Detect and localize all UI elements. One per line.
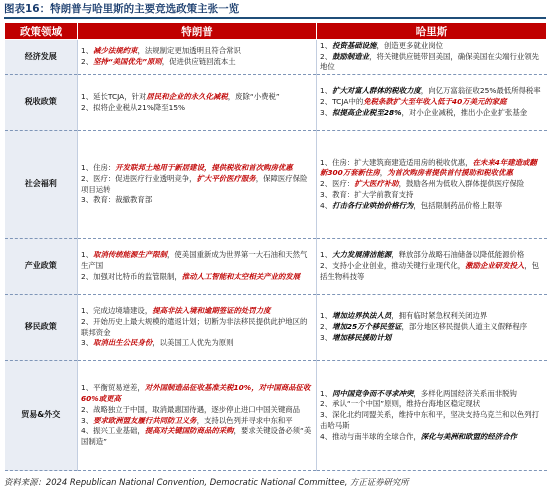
trump-policy-cell bbox=[78, 239, 317, 295]
harris-policy-item bbox=[320, 250, 544, 261]
trump-policy-cell bbox=[78, 361, 317, 471]
policy-category-cell: 产业政策 bbox=[5, 239, 78, 295]
policy-text: 2、承认“一个中国”原则，维持台海地区稳定现状 bbox=[320, 399, 481, 409]
trump-policy-item bbox=[81, 383, 313, 404]
harris-policy-item bbox=[320, 322, 544, 333]
policy-text: 1、 bbox=[320, 86, 333, 96]
table-row bbox=[5, 131, 547, 239]
highlighted-text: 取消出生公民身份 bbox=[93, 338, 153, 348]
table-row bbox=[5, 295, 547, 361]
trump-policy-item bbox=[81, 426, 313, 447]
policy-text: 2、支持小企业创业，推动关键行业现代化， bbox=[320, 261, 466, 271]
policy-text: 2、 bbox=[320, 322, 333, 332]
trump-policy-cell bbox=[78, 131, 317, 239]
policy-text: 1、住房：扩大建筑商建造适用房的税收优惠， bbox=[320, 157, 473, 167]
harris-policy-cell bbox=[317, 131, 547, 239]
policy-text: ，拥有临时紧急权利关闭边界 bbox=[391, 311, 488, 321]
policy-text: 1、 bbox=[320, 311, 333, 321]
policy-category-cell: 社会福利 bbox=[5, 131, 78, 239]
harris-policy-item bbox=[320, 52, 544, 73]
highlighted-text: 提高对关键国防商品的采购 bbox=[144, 426, 234, 436]
policy-text: 3、深化北约同盟关系，维持中东和平，坚决支持乌克兰和以色列打击哈马斯 bbox=[320, 410, 540, 430]
policy-comparison-table bbox=[4, 22, 547, 471]
harris-policy-item bbox=[320, 333, 544, 344]
policy-text: 3、 bbox=[81, 415, 94, 425]
policy-text: 1、平衡贸易逆差， bbox=[81, 383, 145, 393]
highlighted-text: 投资基础设施 bbox=[332, 40, 377, 50]
table-row bbox=[5, 40, 547, 75]
policy-text: ，废除“小费税” bbox=[227, 91, 280, 101]
highlighted-text: 增加移民援助计划 bbox=[332, 332, 392, 342]
policy-text: ，法规制定更加透明且符合常识 bbox=[137, 46, 241, 56]
harris-policy-cell bbox=[317, 361, 547, 471]
highlighted-text: 在未来4年建造或翻新300万套新住房 bbox=[320, 157, 537, 178]
trump-policy-item bbox=[81, 163, 313, 174]
highlighted-text: 对外国制造品征收基准关税10%，对中国商品征收60%或更高 bbox=[81, 383, 311, 404]
policy-text: 1、 bbox=[81, 46, 94, 56]
trump-policy-item bbox=[81, 195, 313, 206]
highlighted-text: 扩大对富人群体的税收力度 bbox=[332, 86, 421, 96]
policy-text: 2、开始历史上最大规模的遣返计划；切断为非法移民提供此护地区的联邦资金 bbox=[81, 316, 308, 337]
highlighted-text: 扩大医疗补助 bbox=[354, 179, 399, 189]
policy-text: 2、战略独立于中国，取消最惠国待遇，逐步停止进口中国关键商品 bbox=[81, 404, 301, 414]
policy-text: 2、TCJA中的 bbox=[320, 97, 364, 107]
harris-policy-item bbox=[320, 190, 544, 201]
highlighted-text: 拟提高企业税至28% bbox=[332, 107, 402, 117]
trump-policy-item bbox=[81, 272, 313, 283]
policy-text: ，包括限制药品价格上限等 bbox=[413, 200, 503, 210]
trump-policy-item bbox=[81, 317, 313, 338]
harris-policy-item bbox=[320, 389, 544, 400]
harris-policy-cell bbox=[317, 239, 547, 295]
policy-text: 1、 bbox=[320, 40, 333, 50]
header-trump: 特朗普 bbox=[78, 23, 317, 40]
table-row bbox=[5, 239, 547, 295]
trump-policy-item bbox=[81, 338, 313, 349]
policy-text: 4、振兴工业基础， bbox=[81, 426, 145, 436]
policy-text: 1、住房： bbox=[81, 163, 116, 173]
highlighted-text: 为首次购房者提供首付援助和税收优惠 bbox=[387, 168, 513, 178]
trump-policy-cell bbox=[78, 40, 317, 75]
policy-text: 1、完成边境墙建设， bbox=[81, 306, 153, 316]
trump-policy-item bbox=[81, 57, 313, 68]
trump-policy-item bbox=[81, 46, 313, 57]
harris-policy-cell bbox=[317, 75, 547, 131]
harris-policy-item bbox=[320, 410, 544, 431]
highlighted-text: 减少法规约束 bbox=[93, 46, 138, 56]
harris-policy-item bbox=[320, 41, 544, 52]
harris-policy-item bbox=[320, 432, 544, 443]
policy-text: ，部分地区移民提供人道主义假释程序 bbox=[401, 322, 528, 332]
highlighted-text: 增加25万个移民签证 bbox=[332, 322, 402, 332]
trump-policy-item bbox=[81, 306, 313, 317]
trump-policy-item bbox=[81, 92, 313, 103]
policy-text: 2、加强对比特币的监管限制， bbox=[81, 271, 182, 281]
trump-policy-cell bbox=[78, 295, 317, 361]
policy-text: ，对小企业减税，推出小企业扩张基金 bbox=[401, 107, 528, 117]
table-header-row bbox=[5, 23, 547, 40]
highlighted-text: 要求欧洲盟友履行共同防卫义务 bbox=[93, 415, 197, 425]
policy-text: 2、 bbox=[320, 51, 333, 61]
policy-text: 3、 bbox=[81, 338, 94, 348]
highlighted-text: 提高非法入境和逾期签证的处罚力度 bbox=[152, 306, 271, 316]
policy-text: ，促进供应链回流本土 bbox=[161, 57, 236, 66]
harris-policy-item bbox=[320, 86, 544, 97]
policy-text: 3、教育：裁撤教育部 bbox=[81, 195, 153, 205]
policy-text: ，以美国工人优先为原则 bbox=[152, 338, 234, 348]
source-footer: 资料来源：2024 Republican National Convention, Democratic National Committee, 方正证券研究所 bbox=[4, 477, 409, 487]
harris-policy-item bbox=[320, 179, 544, 190]
highlighted-text: 同中国竞争而不寻求冲突 bbox=[332, 388, 414, 398]
policy-text: 4、 bbox=[320, 200, 333, 210]
trump-policy-cell bbox=[78, 75, 317, 131]
policy-text: ，释放部分战略石油储备以降低能源价格 bbox=[391, 250, 525, 260]
highlighted-text: 大力发展清洁能源 bbox=[332, 250, 392, 260]
policy-category-cell: 经济发展 bbox=[5, 40, 78, 75]
harris-policy-cell bbox=[317, 295, 547, 361]
policy-text: 4、推动与南半球的全球合作， bbox=[320, 431, 421, 441]
harris-policy-item bbox=[320, 201, 544, 212]
highlighted-text: 取消传统能源生产限制 bbox=[93, 250, 168, 260]
highlighted-text: 打击各行业哄抬价格行为 bbox=[332, 200, 414, 210]
policy-text: ，要求关键设备必须“美国制造” bbox=[81, 426, 312, 446]
policy-text: ，将关键供应链带回美国，确保美国在尖端行业领先地位 bbox=[320, 51, 540, 72]
policy-category-cell: 税收政策 bbox=[5, 75, 78, 131]
chart-title: 图表16：特朗普与哈里斯的主要竞选政策主张一览 bbox=[4, 3, 240, 15]
header-harris: 哈里斯 bbox=[317, 23, 547, 40]
policy-text: 2、医疗： bbox=[320, 179, 355, 189]
harris-policy-item bbox=[320, 399, 544, 410]
policy-text: ，鼓励各州为低收入群体提供医疗保险 bbox=[398, 179, 525, 189]
policy-text: ，保障医疗保险项目运转 bbox=[81, 173, 308, 194]
harris-policy-item bbox=[320, 158, 544, 179]
policy-text: 1、延长TCJA，针对 bbox=[81, 91, 147, 101]
policy-text: 3、 bbox=[320, 107, 333, 117]
policy-text: ，创造更多就业岗位 bbox=[376, 40, 443, 50]
policy-text: 1、 bbox=[81, 250, 94, 260]
highlighted-text: 增加边界执法人员 bbox=[332, 311, 392, 321]
table-row bbox=[5, 361, 547, 471]
trump-policy-item bbox=[81, 103, 313, 114]
policy-text: ，向亿万富翁征收25%最低所得税率 bbox=[420, 86, 541, 96]
trump-policy-item bbox=[81, 405, 313, 416]
highlighted-text: 深化与美洲和欧盟的经济合作 bbox=[420, 431, 517, 441]
table-row bbox=[5, 75, 547, 131]
highlighted-text: 坚持“美国优先”原则 bbox=[93, 57, 162, 66]
policy-category-cell: 贸易&外交 bbox=[5, 361, 78, 471]
highlighted-text: 激励企业研发投入 bbox=[465, 261, 525, 271]
highlighted-text: 开发联邦土地用于新居建设，提供税收和首次购房优惠 bbox=[115, 163, 293, 173]
title-divider bbox=[4, 17, 546, 19]
trump-policy-item bbox=[81, 174, 313, 195]
harris-policy-item bbox=[320, 311, 544, 322]
harris-policy-item bbox=[320, 108, 544, 119]
policy-text: 2、医疗：促进医疗行业透明竞争， bbox=[81, 173, 197, 183]
highlighted-text: 鼓励制造业 bbox=[332, 51, 370, 61]
trump-policy-item bbox=[81, 250, 313, 271]
header-category: 政策领域 bbox=[5, 23, 78, 40]
harris-policy-item bbox=[320, 97, 544, 108]
policy-category-cell: 移民政策 bbox=[5, 295, 78, 361]
trump-policy-item bbox=[81, 416, 313, 427]
policy-text: ，多样化两国经济关系而非脱钩 bbox=[413, 388, 517, 398]
policy-text: 3、 bbox=[320, 332, 333, 342]
policy-text: 1、 bbox=[320, 250, 333, 260]
policy-text: ，包括生物科技等 bbox=[320, 261, 540, 281]
highlighted-text: 居民和企业的永久化减税 bbox=[146, 91, 228, 101]
policy-text: 3、教育：扩大学前教育支持 bbox=[320, 189, 414, 199]
highlighted-text: 免税条款扩大至年收入低于40万美元的家庭 bbox=[363, 97, 507, 107]
harris-policy-cell bbox=[317, 40, 547, 75]
policy-text: 2、拟将企业税从21%降至15% bbox=[81, 102, 186, 112]
highlighted-text: 扩大平价医疗服务 bbox=[196, 173, 256, 183]
policy-text: 2、 bbox=[81, 57, 94, 66]
policy-text: ，支持以色列并寻求中东和平 bbox=[196, 415, 293, 425]
harris-policy-item bbox=[320, 261, 544, 282]
policy-text: ， bbox=[379, 168, 388, 178]
policy-text: 1、 bbox=[320, 388, 333, 398]
policy-text: ，使美国重新成为世界第一大石油和天然气生产国 bbox=[81, 250, 308, 271]
highlighted-text: 推动人工智能和太空相关产业的发展 bbox=[181, 271, 301, 281]
